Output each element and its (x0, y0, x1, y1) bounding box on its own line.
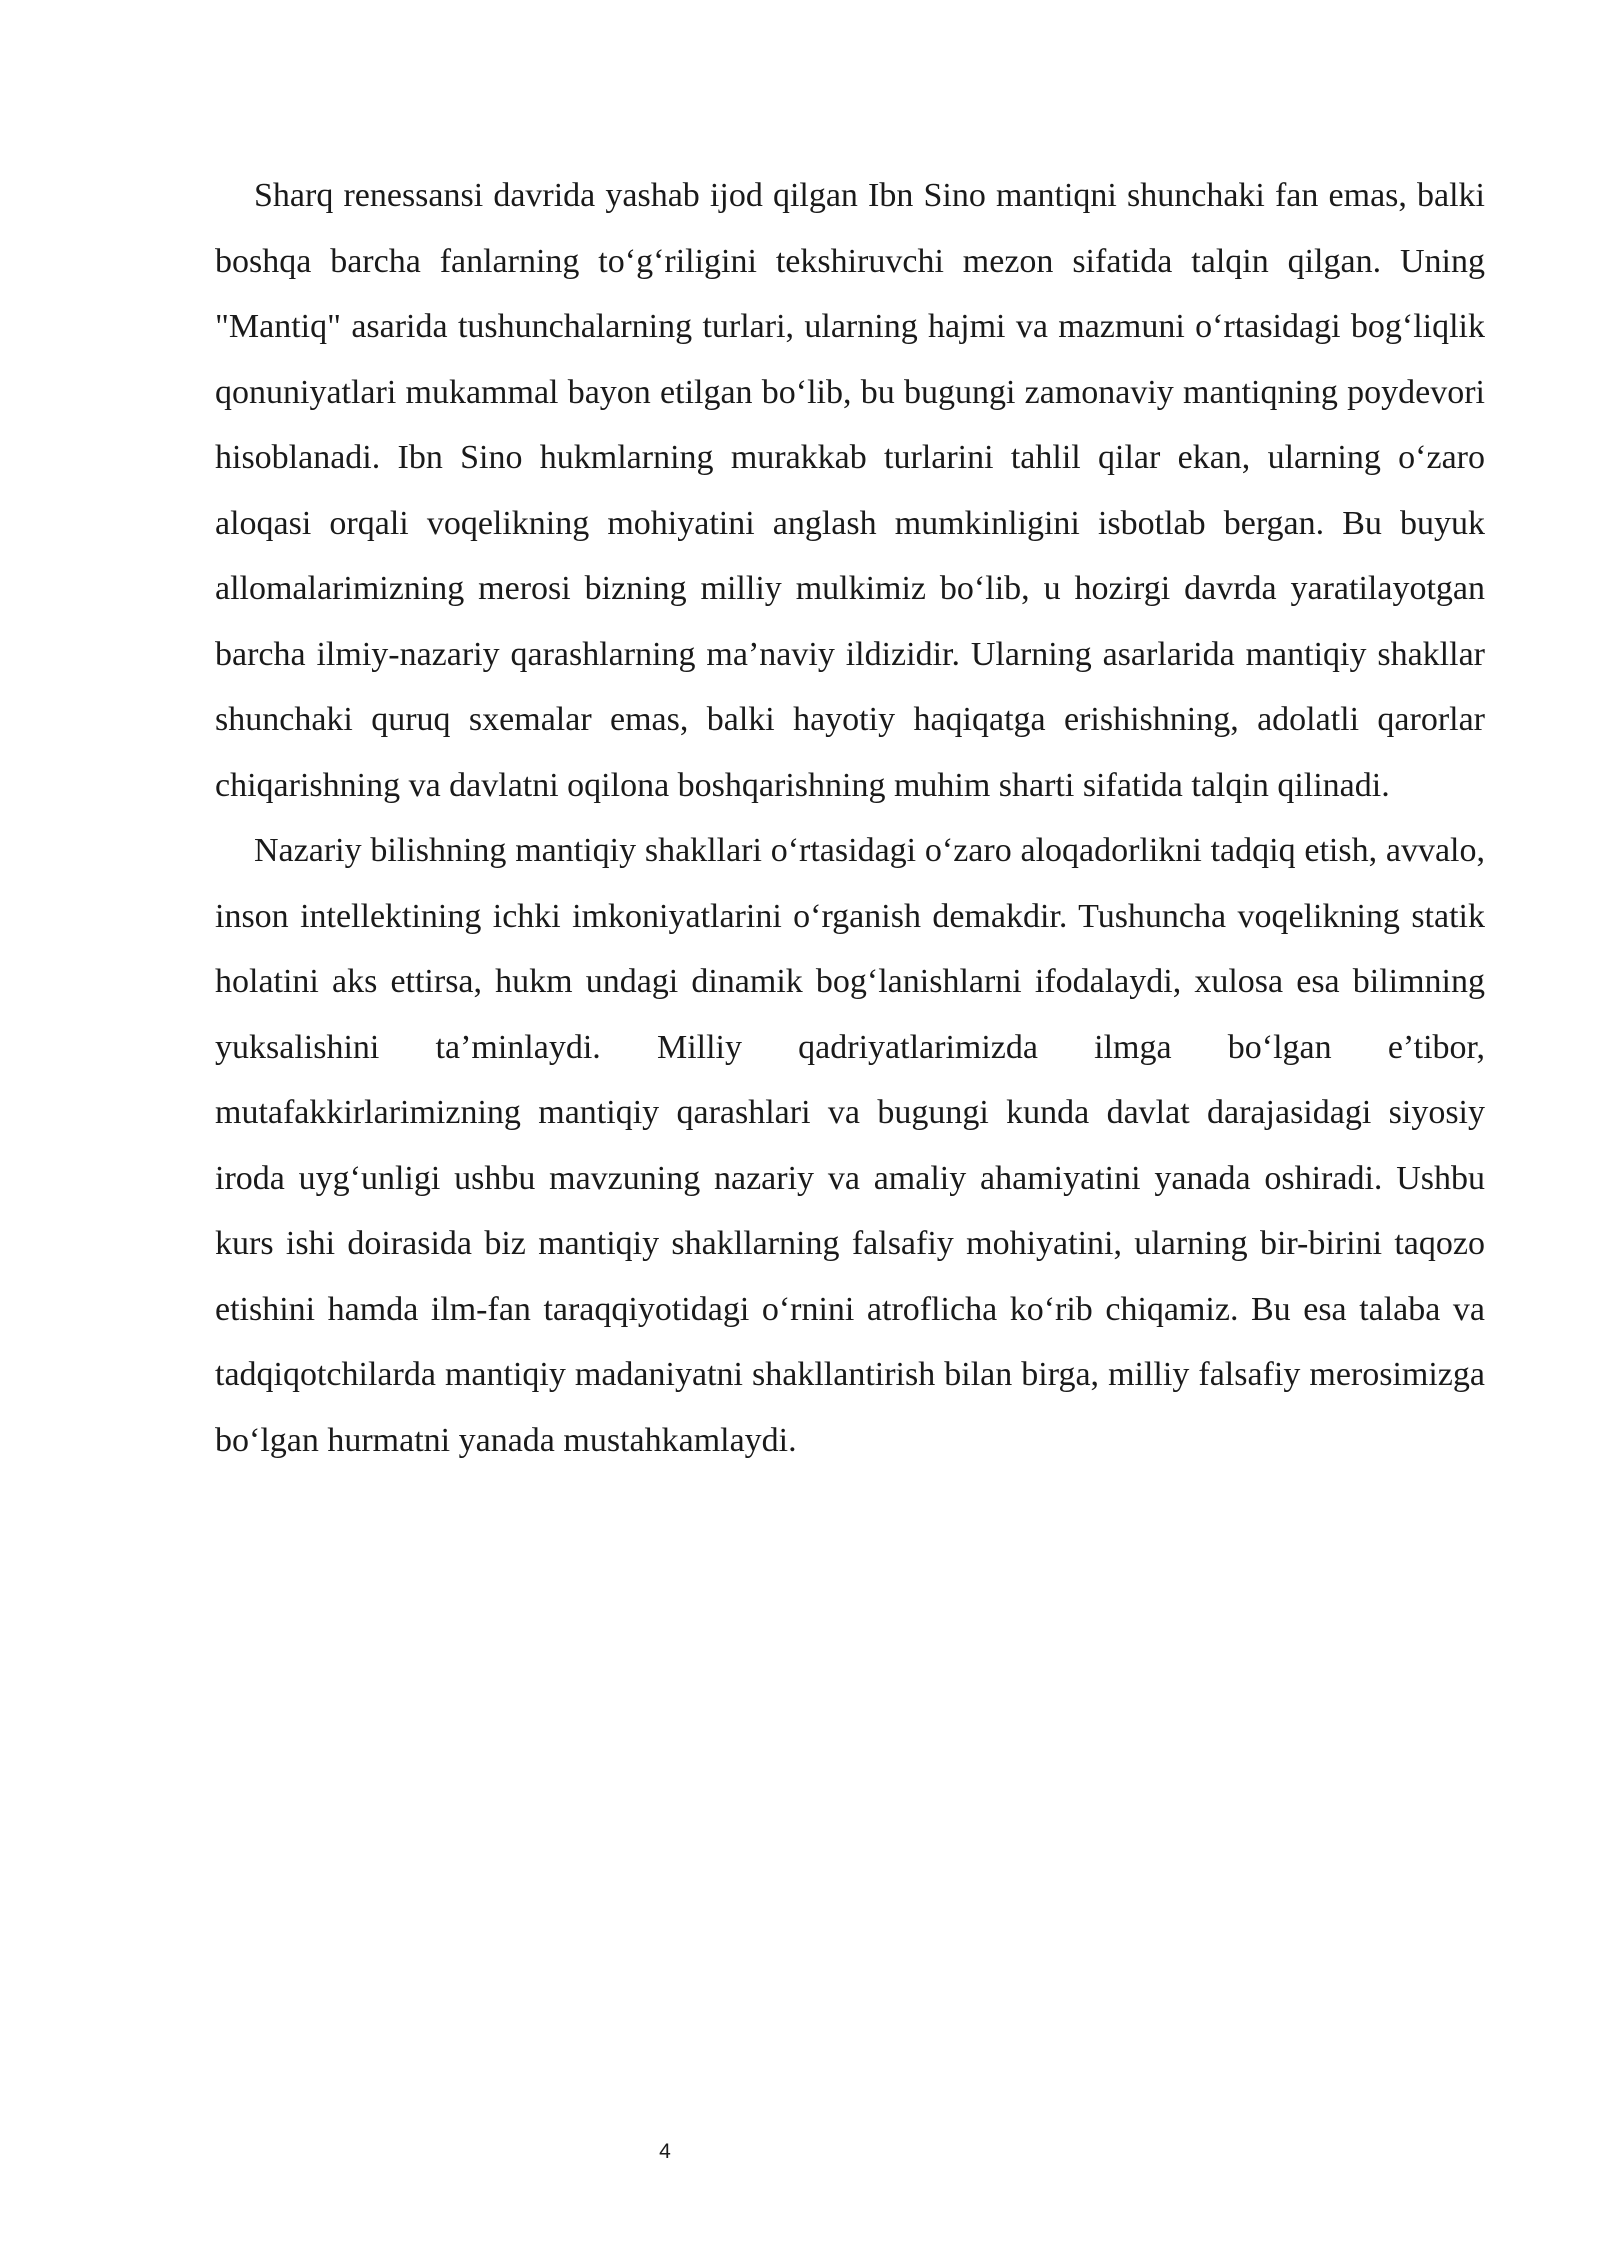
body-text (215, 163, 1485, 1473)
paragraph-ibn-sino: Sharq renessansi davrida yashab ijod qilgan Ibn Sino mantiqni shunchaki fan emas, balki boshqa barcha fanlarning to‘g‘riligini tekshiruvchi mezon sifatida talqin qilgan. Uning "Mantiq" asarida tushunchalarning turlari, ularning hajmi va mazmuni o‘rtasidagi bog‘liqlik qonuniyatlari mukammal bayon etilgan bo‘lib, bu bugungi zamonaviy mantiqning poydevori hisoblanadi. Ibn Sino hukmlarning murakkab turlarini tahlil qilar ekan, ularning o‘zaro aloqasi orqali voqelikning mohiyatini anglash mumkinligini isbotlab bergan. Bu buyuk allomalarimizning merosi bizning milliy mulkimiz bo‘lib, u hozirgi davrda yaratilayotgan barcha ilmiy-nazariy qarashlarning ma’naviy ildizidir. Ularning asarlarida mantiqiy shakllar shunchaki quruq sxemalar emas, balki hayotiy haqiqatga erishishning, adolatli qarorlar chiqarishning va davlatni oqilona boshqarishning muhim sharti sifatida talqin qilinadi. (215, 177, 1485, 804)
page-number: 4 (659, 2140, 671, 2163)
paragraph-nazariy-bilish: Nazariy bilishning mantiqiy shakllari o‘rtasidagi o‘zaro aloqadorlikni tadqiq etish, avvalo, inson intellektining ichki imkoniyatlarini o‘rganish demakdir. Tushuncha voqelikning statik holatini aks ettirsa, hukm undagi dinamik bog‘lanishlarni ifodalaydi, xulosa esa bilimning yuksalishini ta’minlaydi. Milliy qadriyatlarimizda ilmga bo‘lgan e’tibor, mutafakkirlarimizning mantiqiy qarashlari va bugungi kunda davlat darajasidagi siyosiy iroda uyg‘unligi ushbu mavzuning nazariy va amaliy ahamiyatini yanada oshiradi. Ushbu kurs ishi doirasida biz mantiqiy shakllarning falsafiy mohiyatini, ularning bir-birini taqozo etishini hamda ilm-fan taraqqiyotidagi o‘rnini atroflicha ko‘rib chiqamiz. Bu esa talaba va tadqiqotchilarda mantiqiy madaniyatni shakllantirish bilan birga, milliy falsafiy merosimizga bo‘lgan hurmatni yanada mustahkamlaydi. (215, 832, 1485, 1459)
